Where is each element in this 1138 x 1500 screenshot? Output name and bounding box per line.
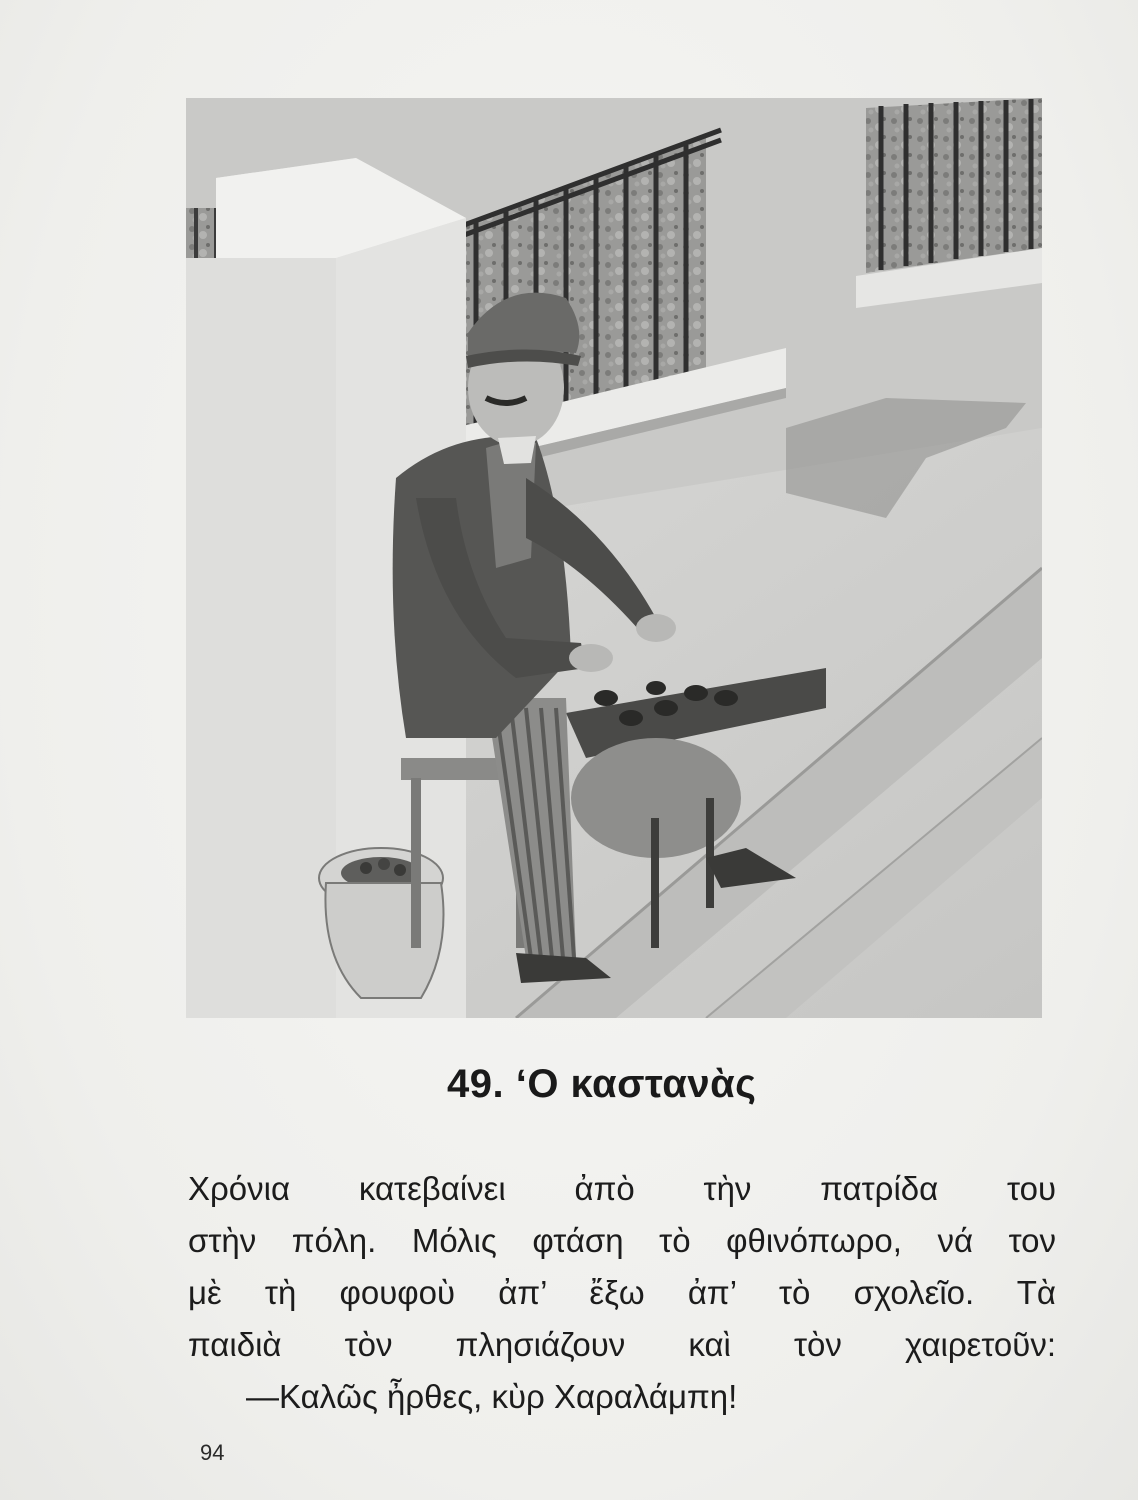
paragraph xyxy=(188,1163,1056,1423)
paragraph-line: μὲ τὴ φουφοὺ ἀπ’ ἔξω ἀπ’ τὸ σχολεῖο. Τὰ xyxy=(188,1274,1056,1311)
dialogue-line: —Καλῶς ἦρθες, κὺρ Χαραλάμπη! xyxy=(246,1378,738,1415)
chapter-title: 49. ‘Ο καστανὰς xyxy=(447,1062,757,1106)
paragraph-line: στὴν πόλη. Μόλις φτάση τὸ φθινόπωρο, νά τον xyxy=(188,1222,1056,1259)
page-number: 94 xyxy=(200,1440,225,1465)
paragraph-line: παιδιὰ τὸν πλησιάζουν καὶ τὸν χαιρετοῦν: xyxy=(188,1326,1056,1363)
chestnut-seller-illustration xyxy=(186,98,1042,1018)
paragraph-line: Χρόνια κατεβαίνει ἀπὸ τὴν πατρίδα του xyxy=(188,1170,1056,1207)
